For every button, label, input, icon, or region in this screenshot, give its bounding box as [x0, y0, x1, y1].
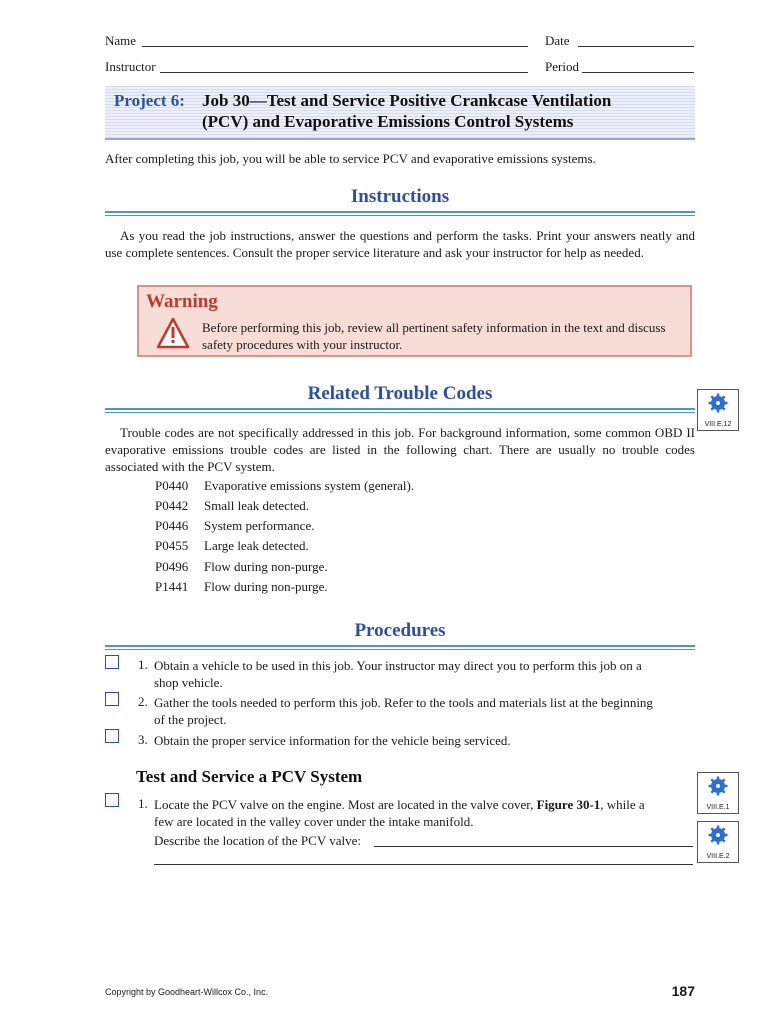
code-desc: System performance.: [204, 518, 315, 533]
code-desc: Evaporative emissions system (general).: [204, 478, 415, 493]
step-number: 2.: [138, 694, 148, 709]
warning-title: Warning: [146, 291, 218, 312]
task-badge-viii-e-1: [697, 772, 739, 814]
step-number: 1.: [138, 796, 148, 811]
instructor-field[interactable]: [160, 72, 528, 73]
intro-text: After completing this job, you will be able to service PCV and evaporative emissions systems.: [105, 151, 596, 166]
step-line: of the project.: [154, 712, 227, 727]
step-text-part: , while a: [600, 797, 645, 812]
code-row: [155, 518, 314, 534]
code-row: [155, 579, 328, 595]
step-checkbox[interactable]: [105, 793, 119, 807]
step-line: Obtain the proper service information for the vehicle being serviced.: [154, 733, 511, 748]
describe-label: Describe the location of the PCV valve:: [154, 833, 361, 848]
answer-line[interactable]: [154, 864, 693, 865]
badge-label: VIII.E.1: [706, 804, 730, 811]
procedure-step: [154, 694, 694, 728]
period-label: Period: [545, 59, 579, 74]
code-row: [155, 478, 414, 494]
step-line: Obtain a vehicle to be used in this job. Your instructor may direct you to perform this job on a: [154, 658, 642, 673]
name-label: Name: [105, 33, 137, 48]
warning-body: Before performing this job, review all pertinent safety information in the text and discuss safety procedures with your instructor.: [202, 320, 666, 352]
figure-reference: Figure 30-1: [536, 797, 601, 812]
gear-icon: [708, 393, 728, 413]
procedure-step: [154, 732, 694, 749]
trouble-codes-heading: Related Trouble Codes: [307, 383, 493, 404]
procedures-heading: Procedures: [354, 620, 446, 641]
step-text-part: Locate the PCV valve on the engine. Most are located in the valve cover,: [154, 797, 537, 812]
gear-icon: [708, 776, 728, 796]
code-row: [155, 559, 328, 575]
date-field[interactable]: [578, 46, 694, 47]
step-line: Gather the tools needed to perform this job. Refer to the tools and materials list at the beginning: [154, 695, 653, 710]
task-badge-viii-e-12: [697, 389, 739, 431]
procedures-rule: [105, 645, 695, 650]
warning-box: [137, 285, 692, 357]
code-row: [155, 538, 309, 554]
project-label: Project 6:: [114, 91, 185, 110]
code-id: P0442: [155, 498, 189, 513]
step-checkbox[interactable]: [105, 729, 119, 743]
step-checkbox[interactable]: [105, 692, 119, 706]
code-id: P0496: [155, 559, 189, 574]
instructor-label: Instructor: [105, 59, 156, 74]
step-number: 3.: [138, 732, 148, 747]
step-number: 1.: [138, 657, 148, 672]
date-label: Date: [545, 33, 570, 48]
task-badge-viii-e-2: [697, 821, 739, 863]
copyright-text: Copyright by Goodheart-Willcox Co., Inc.: [105, 987, 269, 997]
step-line: few are located in the valley cover under the intake manifold.: [154, 814, 474, 829]
code-desc: Large leak detected.: [204, 538, 309, 553]
trouble-codes-rule: [105, 408, 695, 413]
instructions-body: As you read the job instructions, answer the questions and perform the tasks. Print your answers neatly and use complete sentences. Consult the proper service literature and ask your instructor for help as needed.: [105, 228, 695, 260]
instructions-heading: Instructions: [350, 186, 450, 207]
code-desc: Flow during non-purge.: [204, 579, 328, 594]
answer-line[interactable]: [374, 846, 693, 847]
step-line: [154, 796, 694, 813]
badge-label: VIII.E.2: [706, 853, 730, 860]
procedure-step: [154, 657, 694, 691]
pcv-heading: Test and Service a PCV System: [136, 767, 363, 786]
code-desc: Flow during non-purge.: [204, 559, 328, 574]
procedure-step: [154, 796, 694, 830]
code-row: [155, 498, 309, 514]
code-id: P0440: [155, 478, 189, 493]
step-line: shop vehicle.: [154, 675, 223, 690]
warning-triangle-icon: [156, 317, 190, 349]
page-title-line1: Job 30—Test and Service Positive Crankcase Ventilation: [202, 91, 612, 110]
trouble-codes-body: Trouble codes are not specifically addressed in this job. For background information, some common OBD II evaporative emissions trouble codes are listed in the following chart. There are usually no trouble codes associated with the PCV system.: [105, 425, 695, 474]
badge-label: VIII.E.12: [704, 421, 732, 428]
name-field[interactable]: [142, 46, 528, 47]
page-title-line2: (PCV) and Evaporative Emissions Control Systems: [202, 112, 574, 131]
title-banner: [105, 86, 695, 140]
step-checkbox[interactable]: [105, 655, 119, 669]
code-id: P0446: [155, 518, 189, 533]
code-id: P0455: [155, 538, 189, 553]
instructions-rule: [105, 211, 695, 216]
code-id: P1441: [155, 579, 189, 594]
code-desc: Small leak detected.: [204, 498, 310, 513]
page-number: 187: [671, 983, 695, 999]
period-field[interactable]: [582, 72, 694, 73]
gear-icon: [708, 825, 728, 845]
